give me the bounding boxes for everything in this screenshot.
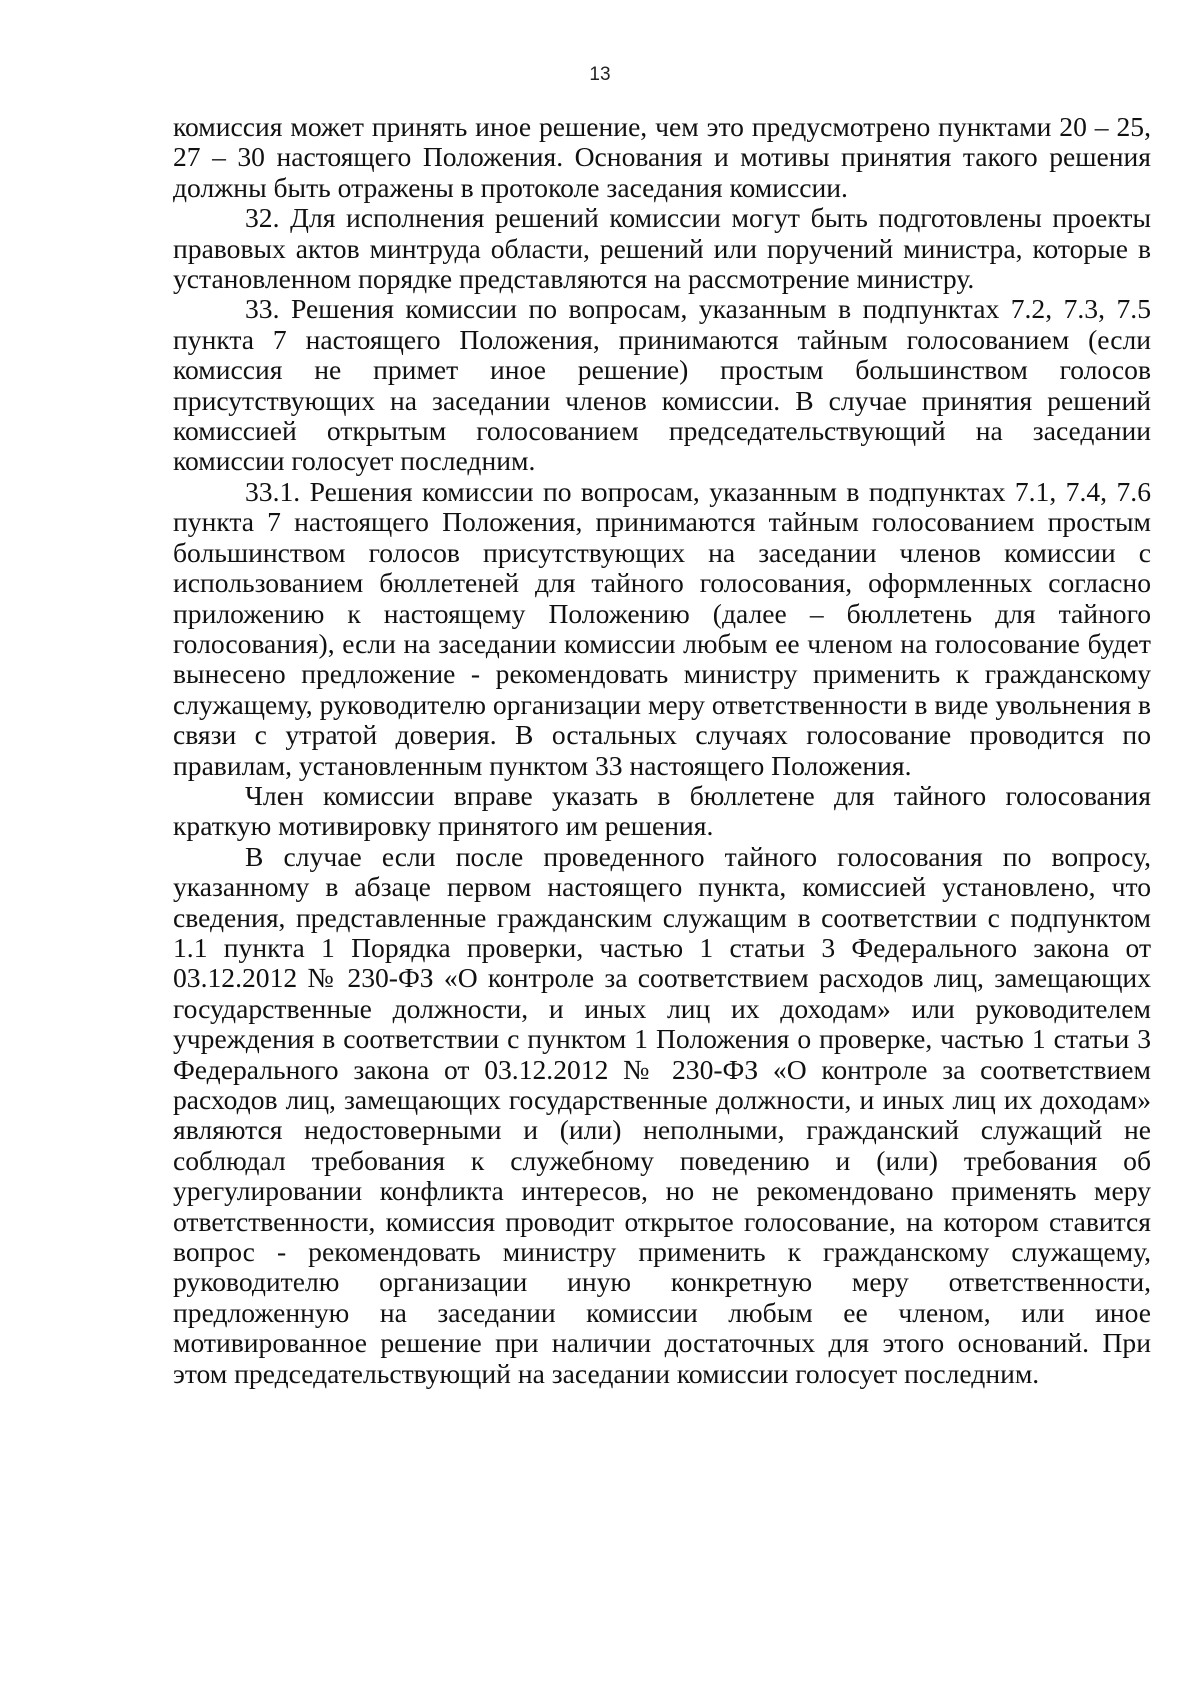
paragraph-33-1: 33.1. Решения комиссии по вопросам, указанным в подпунктах 7.1, 7.4, 7.6 пункта 7 настоящего Положения, принимаются тайным голосованием простым большинством голосов присутствующих на заседании членов комиссии с использованием бюллетеней для тайного голосования, оформленных согласно приложению к настоящему Положению (далее – бюллетень для тайного голосования), если на заседании комиссии любым ее членом на голосование будет вынесено предложение - рекомендовать министру применить к гражданскому служащему, руководителю организации меру ответственности в виде увольнения в связи с утратой доверия. В остальных случаях голосование проводится по правилам, установленным пунктом 33 настоящего Положения. <box>173 475 1151 781</box>
page-number: 13 <box>589 64 611 85</box>
document-body <box>173 112 1151 1389</box>
paragraph-member-motivation: Член комиссии вправе указать в бюллетене для тайного голосования краткую мотивировку принятого им решения. <box>173 779 1151 842</box>
paragraph-continuation: комиссия может принять иное решение, чем это предусмотрено пунктами 20 – 25, 27 – 30 настоящего Положения. Основания и мотивы принятия такого решения должны быть отражены в протоколе заседания комиссии. <box>173 111 1151 203</box>
paragraph-open-vote: В случае если после проведенного тайного голосования по вопросу, указанному в абзаце первом настоящего пункта, комиссией установлено, что сведения, представленные гражданским служащим в соответствии с подпунктом 1.1 пункта 1 Порядка проверки, частью 1 статьи 3 Федерального закона от 03.12.2012 № 230-ФЗ «О контроле за соответствием расходов лиц, замещающих государственные должности, и иных лиц их доходам» или руководителем учреждения в соответствии с пунктом 1 Положения о проверке, частью 1 статьи 3 Федерального закона от 03.12.2012 № 230-ФЗ «О контроле за соответствием расходов лиц, замещающих государственные должности, и иных лиц их доходам» являются недостоверными и (или) неполными, гражданский служащий не соблюдал требования к служебному поведению и (или) требования об урегулировании конфликта интересов, но не рекомендовано применять меру ответственности, комиссия проводит открытое голосование, на котором ставится вопрос - рекомендовать министру применить к гражданскому служащему, руководителю организации иную конкретную меру ответственности, предложенную на заседании комиссии любым ее членом, или иное мотивированное решение при наличии достаточных для этого оснований. При этом председательствующий на заседании комиссии голосует последним. <box>173 840 1151 1389</box>
paragraph-32: 32. Для исполнения решений комиссии могут быть подготовлены проекты правовых актов минтруда области, решений или поручений министра, которые в установленном порядке представляются на рассмотрение министру. <box>173 202 1151 295</box>
paragraph-33: 33. Решения комиссии по вопросам, указанным в подпунктах 7.2, 7.3, 7.5 пункта 7 настоящего Положения, принимаются тайным голосованием (если комиссия не примет иное решение) простым большинством голосов присутствующих на заседании членов комиссии. В случае принятия решений комиссией открытым голосованием председательствующий на заседании комиссии голосует последним. <box>173 293 1151 477</box>
